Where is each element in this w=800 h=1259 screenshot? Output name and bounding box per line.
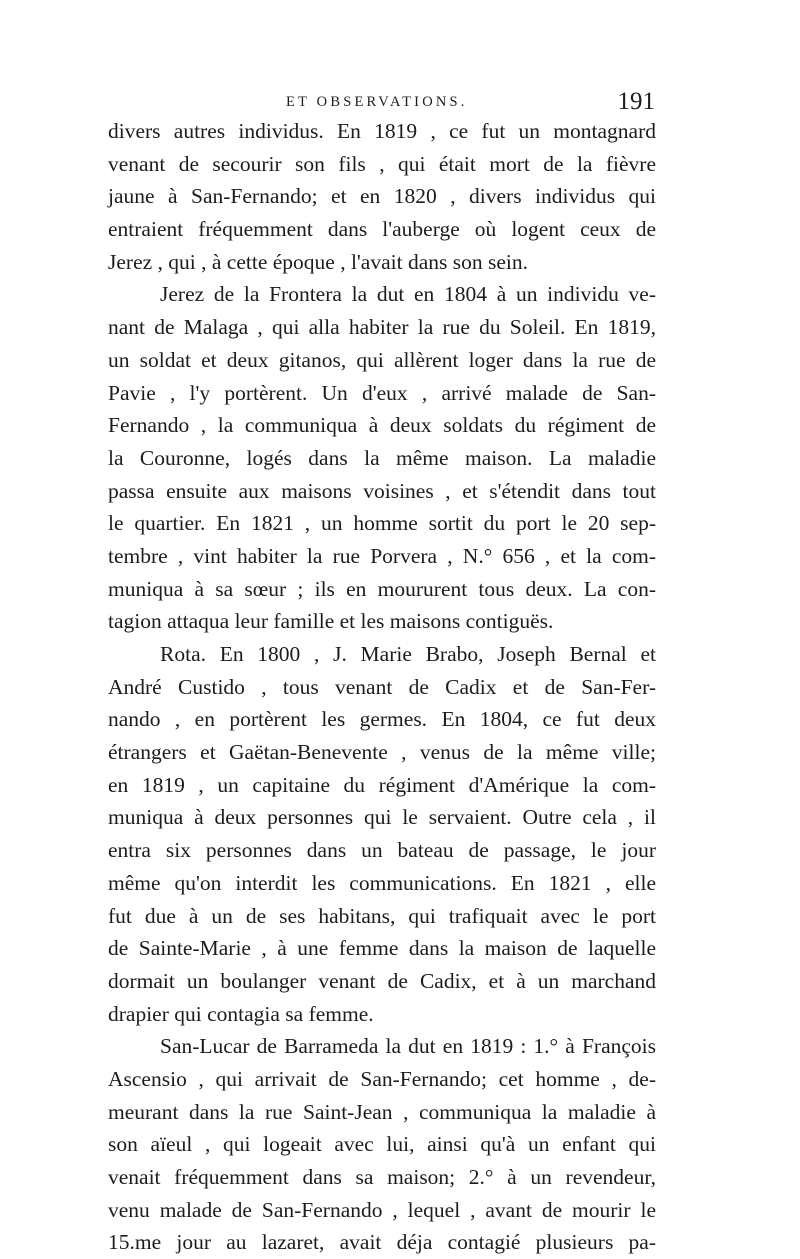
text-line: dormait un boulanger venant de Cadix, et à un marchand [108, 968, 656, 993]
text-line: en 1819 , un capitaine du régiment d'Amérique la com- [108, 772, 656, 797]
text-line: étrangers et Gaëtan-Benevente , venus de la même ville; [108, 740, 656, 765]
text-line: la Couronne, logés dans la même maison. La maladie [108, 445, 656, 470]
text-line: Fernando , la communiqua à deux soldats du régiment de [108, 413, 656, 438]
text-line: nando , en portèrent les germes. En 1804, ce fut deux [108, 707, 656, 732]
text-line: divers autres individus. En 1819 , ce fut un montagnard [108, 119, 656, 143]
text-line: Jerez , qui , à cette époque , l'avait dans son sein. [108, 249, 528, 274]
text-line: un soldat et deux gitanos, qui allèrent loger dans la rue de [108, 347, 656, 372]
text-line: André Custido , tous venant de Cadix et de San-Fer- [108, 674, 656, 699]
text-line: Pavie , l'y portèrent. Un d'eux , arrivé malade de San- [108, 380, 656, 405]
text-line: venant de secourir son fils , qui était mort de la fièvre [108, 151, 656, 176]
text-line: fut due à un de ses habitans, qui trafiquait avec le port [108, 903, 656, 928]
text-line: Ascensio , qui arrivait de San-Fernando; cet homme , de- [108, 1066, 656, 1091]
text-line: venait fréquemment dans sa maison; 2.° à un revendeur, [108, 1165, 656, 1189]
text-line: le quartier. En 1821 , un homme sortit du port le 20 sep- [108, 511, 656, 536]
text-line: San-Lucar de Barrameda la dut en 1819 : 1.° à François [160, 1034, 656, 1059]
body-text [108, 115, 656, 1259]
text-line: venu malade de San-Fernando , lequel , avant de mourir le [108, 1197, 656, 1222]
text-line: de Sainte-Marie , à une femme dans la maison de laquelle [108, 936, 656, 961]
text-line: nant de Malaga , qui alla habiter la rue du Soleil. En 1819, [108, 315, 656, 340]
text-line: muniqua à deux personnes qui le servaient. Outre cela , il [108, 805, 656, 830]
text-line: muniqua à sa sœur ; ils en moururent tous deux. La con- [108, 576, 656, 601]
text-line: entra six personnes dans un bateau de passage, le jour [108, 838, 656, 863]
text-line: jaune à San-Fernando; et en 1820 , divers individus qui [108, 184, 656, 209]
page-number: 191 [617, 88, 655, 115]
text-line: même qu'on interdit les communications. En 1821 , elle [108, 870, 656, 895]
text-line: meurant dans la rue Saint-Jean , communiqua la maladie à [108, 1099, 656, 1124]
text-line: Jerez de la Frontera la dut en 1804 à un individu ve- [160, 282, 656, 307]
text-line: drapier qui contagia sa femme. [108, 1001, 374, 1026]
running-head-title: ET OBSERVATIONS. [286, 94, 468, 110]
text-line: 15.me jour au lazaret, avait déja contagié plusieurs pa- [108, 1230, 656, 1255]
text-line: tagion attaqua leur famille et les maisons contiguës. [108, 609, 554, 634]
text-line: son aïeul , qui logeait avec lui, ainsi qu'à un enfant qui [108, 1132, 656, 1157]
text-line: passa ensuite aux maisons voisines , et s'étendit dans tout [108, 478, 656, 503]
text-line: entraient fréquemment dans l'auberge où logent ceux de [108, 217, 656, 242]
text-line: tembre , vint habiter la rue Porvera , N.° 656 , et la com- [108, 543, 656, 568]
text-line: Rota. En 1800 , J. Marie Brabo, Joseph Bernal et [160, 642, 656, 666]
